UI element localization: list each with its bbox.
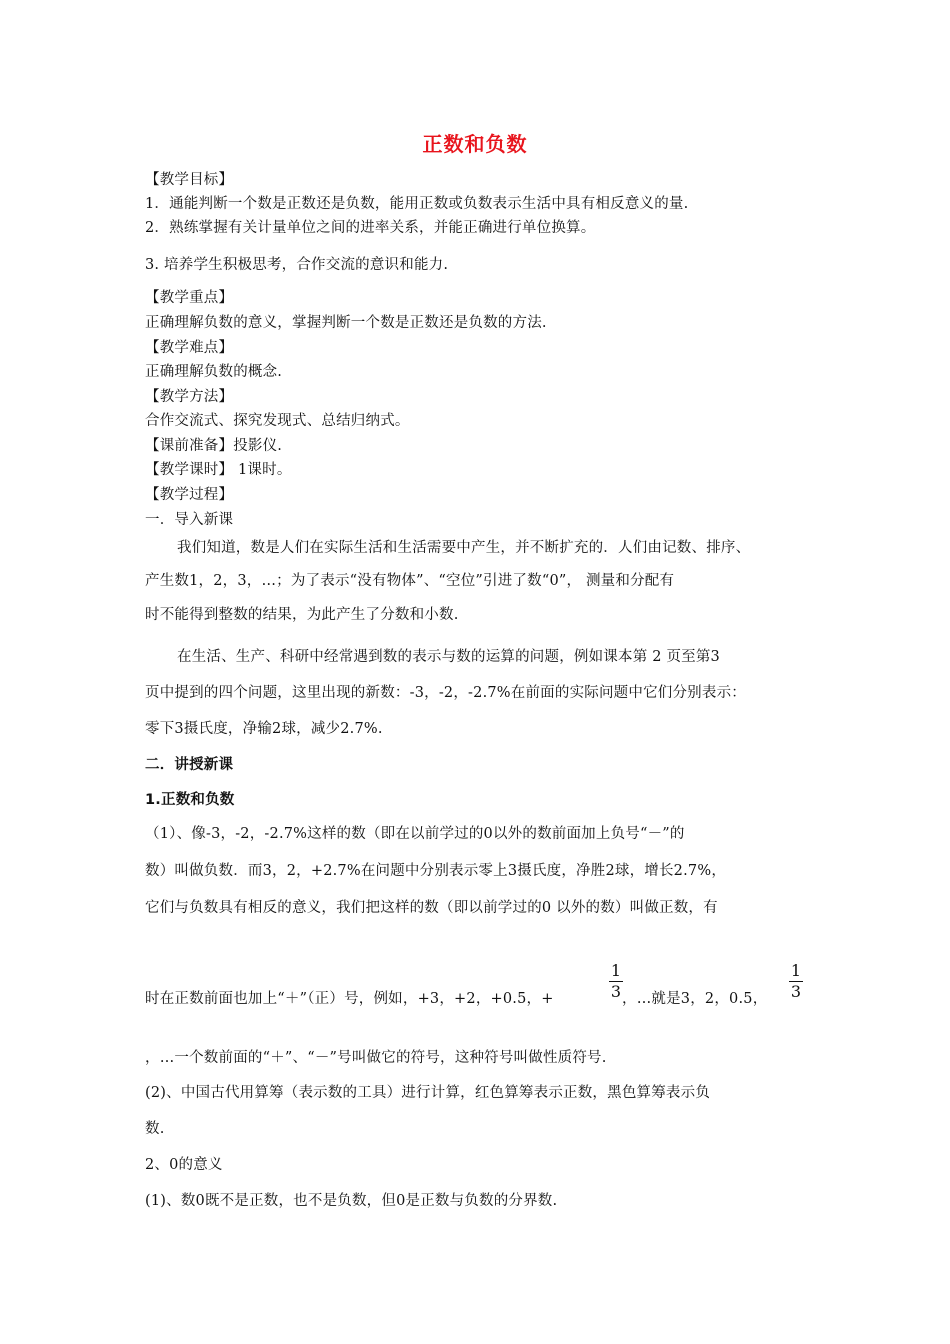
goal-item-1: 1．通能判断一个数是正数还是负数，能用正数或负数表示生活中具有相反意义的量.	[145, 196, 689, 212]
section1-line-1: 我们知道，数是人们在实际生活和生活需要中产生，并不断扩充的．人们由记数、排序、	[177, 540, 751, 556]
difficulty-text: 正确理解负数的概念.	[145, 364, 283, 380]
goal-item-2: 2．熟练掌握有关计量单位之间的进率关系，并能正确进行单位换算。	[145, 220, 596, 236]
section1-line-6: 零下3摄氏度，净输2球，减少2.7%.	[145, 721, 383, 737]
fraction-one-third-b	[789, 962, 803, 1001]
section2-line-7: 数.	[145, 1121, 165, 1137]
section2-sub2-heading: 2、0的意义	[145, 1157, 223, 1173]
section2-line-3: 它们与负数具有相反的意义，我们把这样的数（即以前学过的0 以外的数）叫做正数，有	[145, 900, 718, 916]
section2-line-2: 数）叫做负数．而3，2，+2.7%在问题中分别表示零上3摄氏度，净胜2球，增长2.7%，	[145, 863, 727, 879]
difficulty-heading: 【教学难点】	[145, 340, 234, 356]
section2-sub1-heading: 1.正数和负数	[145, 792, 235, 808]
section1-line-3: 时不能得到整数的结果，为此产生了分数和小数.	[145, 607, 459, 623]
section2-line-6: (2)、中国古代用算筹（表示数的工具）进行计算，红色算筹表示正数，黑色算筹表示负	[145, 1085, 711, 1101]
section1-line-2: 产生数1，2，3，…；为了表示“没有物体”、“空位”引进了数“0”， 测量和分配有	[145, 573, 675, 589]
fraction-denominator: 3	[610, 982, 622, 1001]
method-text: 合作交流式、探究发现式、总结归纳式。	[145, 413, 410, 429]
section1-heading: 一．导入新课	[145, 512, 234, 528]
document-title: 正数和负数	[422, 132, 528, 156]
section2-line-5: ，…一个数前面的“＋”、“－”号叫做它的符号，这种符号叫做性质符号.	[145, 1050, 607, 1066]
goal-item-3: 3. 培养学生积极思考，合作交流的意识和能力.	[145, 257, 449, 273]
section2-line-1: （1）、像-3，-2，-2.7%这样的数（即在以前学过的0以外的数前面加上负号“－”的	[145, 826, 685, 842]
section2-line-4b: ，…就是3，2，0.5，	[622, 991, 768, 1007]
fraction-denominator: 3	[790, 982, 802, 1001]
key-points-text: 正确理解负数的意义，掌握判断一个数是正数还是负数的方法.	[145, 315, 547, 331]
section1-line-5: 页中提到的四个问题，这里出现的新数：-3，-2，-2.7%在前面的实际问题中它们分别表示：	[145, 685, 746, 701]
fraction-numerator: 1	[790, 961, 802, 980]
goals-heading: 【教学目标】	[145, 172, 234, 188]
fraction-numerator: 1	[610, 961, 622, 980]
key-points-heading: 【教学重点】	[145, 290, 234, 306]
section2-heading: 二．讲授新课	[145, 757, 234, 773]
process-heading: 【教学过程】	[145, 487, 234, 503]
section1-line-4: 在生活、生产、科研中经常遇到数的表示与数的运算的问题，例如课本第 2 页至第3	[177, 649, 720, 665]
section2-sub2-line-1: (1)、数0既不是正数，也不是负数，但0是正数与负数的分界数.	[145, 1193, 558, 1209]
hours-line: 【教学课时】 1课时。	[145, 462, 292, 478]
method-heading: 【教学方法】	[145, 389, 234, 405]
prep-line: 【课前准备】投影仪.	[145, 438, 283, 454]
fraction-one-third-a	[609, 962, 623, 1001]
section2-line-4: 时在正数前面也加上“＋”（正）号，例如，+3，+2，+0.5，+	[145, 991, 554, 1007]
